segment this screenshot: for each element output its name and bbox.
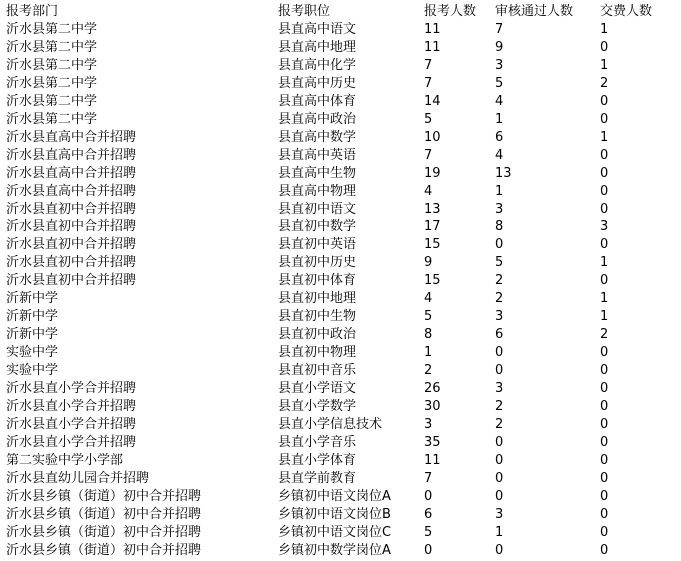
cell-applicants: 7 <box>424 75 433 91</box>
cell-position: 县直高中历史 <box>278 75 357 91</box>
cell-position: 县直小学数学 <box>278 398 357 414</box>
cell-approved: 2 <box>495 291 504 307</box>
cell-approved: 0 <box>495 488 504 504</box>
cell-applicants: 0 <box>424 542 433 558</box>
cell-department: 沂水县第二中学 <box>6 39 98 55</box>
cell-paid: 0 <box>600 201 609 217</box>
cell-position: 县直高中化学 <box>278 57 357 73</box>
cell-position: 县直小学语文 <box>278 381 357 396</box>
header-paid: 交费人数 <box>600 4 653 19</box>
cell-paid: 0 <box>600 39 609 55</box>
table-row <box>0 488 681 506</box>
cell-department: 实验中学 <box>6 363 59 379</box>
cell-position: 乡镇初中数学岗位A <box>278 542 391 558</box>
cell-position: 乡镇初中语文岗位C <box>278 524 392 540</box>
table-row <box>0 39 681 57</box>
cell-position: 县直高中物理 <box>278 183 357 199</box>
table-row <box>0 254 681 272</box>
table-row <box>0 75 681 93</box>
cell-paid: 0 <box>600 542 609 558</box>
table-row <box>0 57 681 75</box>
cell-department: 沂水县直高中合并招聘 <box>6 183 137 199</box>
cell-applicants: 0 <box>424 488 433 504</box>
cell-paid: 1 <box>600 22 609 37</box>
cell-paid: 1 <box>600 255 609 271</box>
table-row <box>0 147 681 165</box>
cell-approved: 1 <box>495 183 504 199</box>
cell-paid: 0 <box>600 345 609 361</box>
table-row <box>0 236 681 254</box>
cell-paid: 0 <box>600 165 609 181</box>
cell-approved: 1 <box>495 524 504 540</box>
cell-department: 沂水县乡镇（街道）初中合并招聘 <box>6 524 202 540</box>
cell-department: 沂水县直小学合并招聘 <box>6 398 137 414</box>
cell-applicants: 5 <box>424 309 433 325</box>
table-row <box>0 201 681 219</box>
cell-approved: 6 <box>495 327 504 343</box>
cell-approved: 0 <box>495 452 504 468</box>
cell-position: 县直高中地理 <box>278 39 357 55</box>
cell-approved: 6 <box>495 129 504 145</box>
cell-position: 县直学前教育 <box>278 470 357 486</box>
header-applicants: 报考人数 <box>424 4 477 19</box>
table-row <box>0 542 681 560</box>
cell-paid: 0 <box>600 452 609 468</box>
cell-position: 县直初中语文 <box>278 201 357 217</box>
cell-approved: 3 <box>495 506 504 522</box>
cell-applicants: 10 <box>424 129 441 145</box>
cell-position: 县直高中政治 <box>278 111 357 127</box>
cell-department: 沂水县乡镇（街道）初中合并招聘 <box>6 542 202 558</box>
table-row <box>0 470 681 488</box>
cell-paid: 1 <box>600 309 609 325</box>
header-position: 报考职位 <box>278 4 331 19</box>
cell-position: 县直初中生物 <box>278 309 357 325</box>
cell-applicants: 2 <box>424 363 433 379</box>
cell-applicants: 7 <box>424 470 433 486</box>
cell-applicants: 3 <box>424 416 433 432</box>
cell-applicants: 17 <box>424 219 441 235</box>
cell-paid: 1 <box>600 129 609 145</box>
cell-applicants: 30 <box>424 398 441 414</box>
cell-position: 乡镇初中语文岗位B <box>278 506 391 522</box>
cell-applicants: 14 <box>424 93 441 109</box>
cell-paid: 1 <box>600 57 609 73</box>
cell-paid: 0 <box>600 506 609 522</box>
cell-paid: 0 <box>600 111 609 127</box>
header-department: 报考部门 <box>6 4 59 19</box>
cell-approved: 8 <box>495 219 504 235</box>
cell-department: 沂水县直初中合并招聘 <box>6 219 137 235</box>
table-row <box>0 344 681 362</box>
cell-paid: 1 <box>600 291 609 307</box>
cell-position: 县直高中英语 <box>278 147 357 163</box>
cell-approved: 4 <box>495 93 504 109</box>
cell-approved: 5 <box>495 75 504 91</box>
cell-approved: 0 <box>495 363 504 379</box>
cell-applicants: 11 <box>424 39 441 55</box>
cell-approved: 0 <box>495 237 504 253</box>
table-row <box>0 272 681 290</box>
cell-department: 沂水县直初中合并招聘 <box>6 201 137 217</box>
table-row <box>0 218 681 236</box>
cell-applicants: 11 <box>424 452 441 468</box>
cell-department: 沂水县乡镇（街道）初中合并招聘 <box>6 488 202 504</box>
cell-position: 县直初中地理 <box>278 291 357 307</box>
cell-position: 县直初中音乐 <box>278 363 357 379</box>
table-row <box>0 434 681 452</box>
cell-department: 沂新中学 <box>6 327 59 343</box>
cell-department: 第二实验中学小学部 <box>6 452 124 468</box>
cell-applicants: 19 <box>424 165 441 181</box>
cell-department: 沂水县第二中学 <box>6 75 98 91</box>
cell-approved: 0 <box>495 345 504 361</box>
cell-approved: 2 <box>495 273 504 289</box>
table-row <box>0 524 681 542</box>
cell-department: 沂水县乡镇（街道）初中合并招聘 <box>6 506 202 522</box>
cell-department: 沂水县第二中学 <box>6 93 98 109</box>
header-approved: 审核通过人数 <box>495 4 574 19</box>
cell-department: 沂水县直初中合并招聘 <box>6 255 137 271</box>
cell-applicants: 1 <box>424 345 433 361</box>
cell-approved: 3 <box>495 57 504 73</box>
cell-department: 沂水县直高中合并招聘 <box>6 129 137 145</box>
cell-position: 县直小学音乐 <box>278 434 357 450</box>
cell-approved: 13 <box>495 165 512 181</box>
cell-approved: 2 <box>495 416 504 432</box>
cell-position: 县直初中数学 <box>278 219 357 235</box>
cell-paid: 2 <box>600 327 609 343</box>
cell-applicants: 5 <box>424 524 433 540</box>
table-row <box>0 93 681 111</box>
cell-applicants: 13 <box>424 201 441 217</box>
cell-paid: 0 <box>600 434 609 450</box>
cell-applicants: 4 <box>424 183 433 199</box>
cell-department: 沂水县第二中学 <box>6 111 98 127</box>
table-row <box>0 183 681 201</box>
table-row <box>0 165 681 183</box>
table-row <box>0 111 681 129</box>
cell-position: 县直小学体育 <box>278 452 357 468</box>
cell-position: 乡镇初中语文岗位A <box>278 488 391 504</box>
cell-approved: 3 <box>495 381 504 396</box>
table-row <box>0 452 681 470</box>
cell-paid: 0 <box>600 147 609 163</box>
cell-applicants: 26 <box>424 381 441 396</box>
cell-paid: 0 <box>600 93 609 109</box>
cell-paid: 0 <box>600 470 609 486</box>
cell-approved: 3 <box>495 201 504 217</box>
table-row <box>0 129 681 147</box>
table-row <box>0 416 681 434</box>
cell-applicants: 5 <box>424 111 433 127</box>
cell-position: 县直高中生物 <box>278 165 357 181</box>
cell-applicants: 15 <box>424 273 441 289</box>
cell-applicants: 4 <box>424 291 433 307</box>
cell-position: 县直初中英语 <box>278 237 357 253</box>
cell-department: 沂水县第二中学 <box>6 22 98 37</box>
table-row <box>0 21 681 39</box>
cell-position: 县直初中历史 <box>278 255 357 271</box>
cell-paid: 3 <box>600 219 609 235</box>
cell-department: 沂新中学 <box>6 291 59 307</box>
cell-applicants: 8 <box>424 327 433 343</box>
cell-paid: 0 <box>600 398 609 414</box>
cell-paid: 0 <box>600 524 609 540</box>
table-row <box>0 362 681 380</box>
cell-department: 沂水县直幼儿园合并招聘 <box>6 470 150 486</box>
cell-position: 县直初中政治 <box>278 327 357 343</box>
table-row <box>0 326 681 344</box>
cell-approved: 5 <box>495 255 504 271</box>
cell-department: 沂新中学 <box>6 309 59 325</box>
cell-paid: 0 <box>600 416 609 432</box>
table-row <box>0 290 681 308</box>
cell-applicants: 35 <box>424 434 441 450</box>
cell-position: 县直初中体育 <box>278 273 357 289</box>
cell-applicants: 7 <box>424 147 433 163</box>
cell-approved: 4 <box>495 147 504 163</box>
cell-department: 沂水县直小学合并招聘 <box>6 416 137 432</box>
cell-approved: 3 <box>495 309 504 325</box>
cell-paid: 0 <box>600 273 609 289</box>
cell-department: 沂水县直小学合并招聘 <box>6 381 137 396</box>
cell-approved: 7 <box>495 22 504 37</box>
cell-applicants: 15 <box>424 237 441 253</box>
cell-paid: 0 <box>600 381 609 396</box>
cell-paid: 0 <box>600 488 609 504</box>
cell-department: 沂水县直初中合并招聘 <box>6 273 137 289</box>
cell-approved: 0 <box>495 470 504 486</box>
cell-approved: 1 <box>495 111 504 127</box>
table-row <box>0 506 681 524</box>
cell-department: 沂水县直高中合并招聘 <box>6 147 137 163</box>
cell-applicants: 6 <box>424 506 433 522</box>
cell-department: 沂水县第二中学 <box>6 57 98 73</box>
cell-position: 县直高中语文 <box>278 22 357 37</box>
cell-applicants: 11 <box>424 22 441 37</box>
cell-applicants: 7 <box>424 57 433 73</box>
cell-paid: 0 <box>600 183 609 199</box>
cell-paid: 0 <box>600 237 609 253</box>
cell-approved: 0 <box>495 434 504 450</box>
table-header-row <box>0 3 681 21</box>
cell-department: 实验中学 <box>6 345 59 361</box>
cell-paid: 2 <box>600 75 609 91</box>
cell-paid: 0 <box>600 363 609 379</box>
cell-position: 县直初中物理 <box>278 345 357 361</box>
cell-position: 县直高中数学 <box>278 129 357 145</box>
cell-approved: 9 <box>495 39 504 55</box>
cell-department: 沂水县直初中合并招聘 <box>6 237 137 253</box>
cell-approved: 2 <box>495 398 504 414</box>
table-row <box>0 398 681 416</box>
cell-department: 沂水县直小学合并招聘 <box>6 434 137 450</box>
table-row <box>0 380 681 398</box>
cell-position: 县直高中体育 <box>278 93 357 109</box>
cell-applicants: 9 <box>424 255 433 271</box>
cell-department: 沂水县直高中合并招聘 <box>6 165 137 181</box>
cell-position: 县直小学信息技术 <box>278 416 383 432</box>
cell-approved: 0 <box>495 542 504 558</box>
table-row <box>0 308 681 326</box>
